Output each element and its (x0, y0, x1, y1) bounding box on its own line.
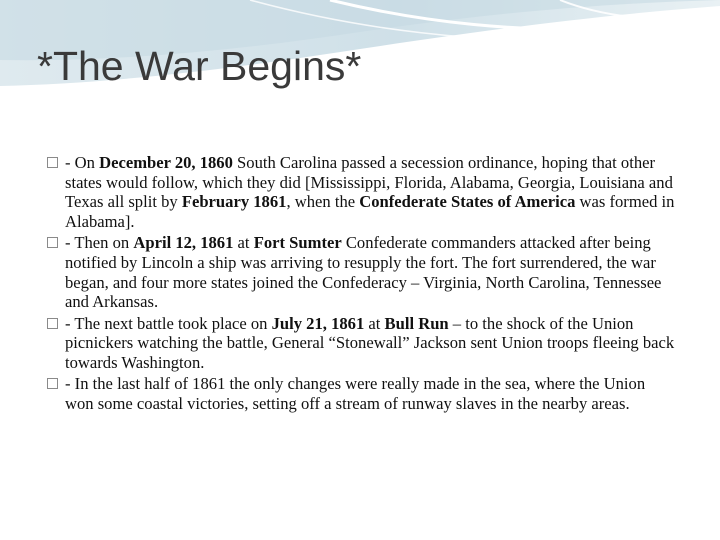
bullet-run: - Then on (65, 233, 134, 253)
bullet-emphasis: Confederate States of America (359, 192, 576, 212)
bullet-emphasis: Fort Sumter (253, 233, 342, 253)
bullet-run: at (364, 313, 385, 333)
bullet-list (47, 153, 675, 415)
bullet-run: Confederate commanders attacked after being notified by Lincoln a ship was arriving to resupply the fort. The fort surrendered, the war began, and four more states joined the Confederacy – Virginia, North Carolina, Tennessee and Arkansas. (65, 233, 662, 312)
bullet-item (47, 374, 675, 413)
bullet-text (65, 314, 674, 372)
bullet-run: - The next battle took place on (65, 313, 272, 333)
box-bullet-icon (47, 157, 58, 168)
bullet-emphasis: February 1861 (181, 192, 287, 212)
bullet-text (65, 153, 674, 231)
bullet-emphasis: December 20, 1860 (99, 153, 233, 172)
bullet-run: - In the last half of 1861 the only changes were really made in the sea, where the Union won some coastal victories, setting off a stream of runway slaves in the nearby areas. (65, 374, 646, 413)
slide-title: *The War Begins* (37, 43, 362, 89)
bullet-text (65, 233, 661, 311)
bullet-emphasis: April 12, 1861 (133, 233, 234, 253)
box-bullet-icon (47, 378, 58, 389)
bullet-run: was formed in Alabama]. (65, 192, 675, 232)
bullet-item (47, 314, 675, 373)
bullet-item (47, 153, 675, 232)
bullet-text (65, 374, 645, 413)
box-bullet-icon (47, 237, 58, 248)
bullet-run: – to the shock of the Union picnickers watching the battle, General “Stonewall” Jackson sent Union troops fleeing back towards Washington. (65, 313, 675, 373)
bullet-run: - On (65, 153, 100, 172)
bullet-run: , when the (286, 192, 360, 212)
bullet-run: South Carolina passed a secession ordinance, hoping that other states would follow, which they did [Mississippi, Florida, Alabama, Georgia, Louisiana and Texas all split by (65, 153, 673, 212)
bullet-emphasis: July 21, 1861 (271, 313, 365, 333)
bullet-emphasis: Bull Run (384, 313, 449, 333)
bullet-run: at (233, 233, 254, 253)
box-bullet-icon (47, 318, 58, 329)
bullet-item (47, 233, 675, 312)
